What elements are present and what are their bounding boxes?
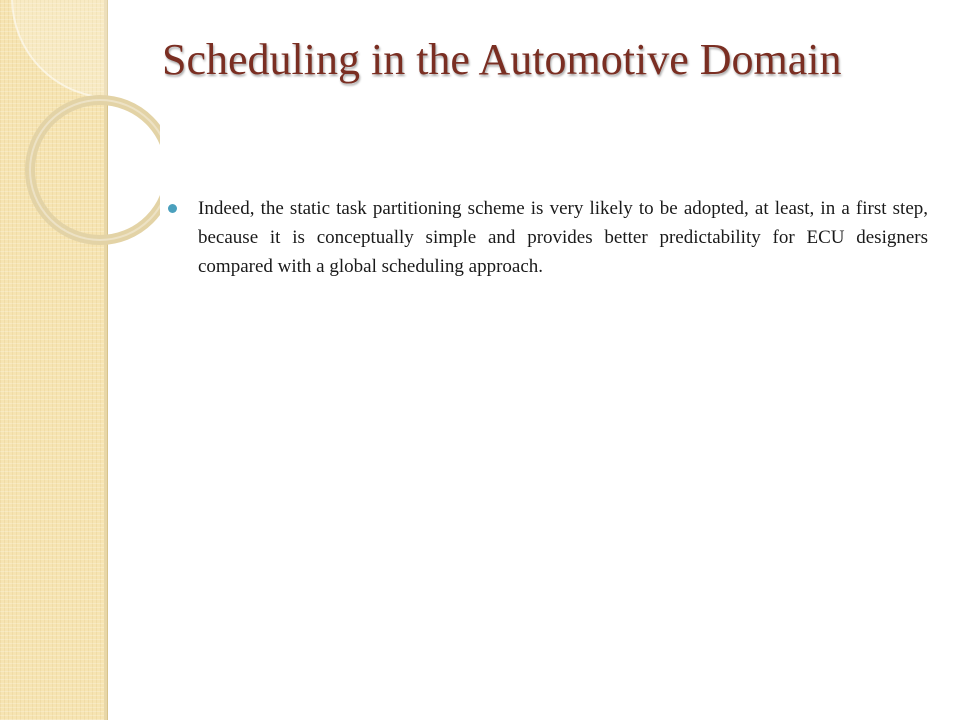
bullet-text: Indeed, the static task partitioning scheme is very likely to be adopted, at least, in a first step, because it is conceptually simple and provides better predictability for ECU designers compared with a global scheduling approach. (198, 198, 928, 277)
decorative-rings (0, 0, 160, 260)
bullet-dot-icon (168, 204, 177, 213)
slide-title: Scheduling in the Automotive Domain (162, 35, 842, 84)
bullet-item (164, 194, 928, 281)
bullet-list (164, 194, 928, 281)
